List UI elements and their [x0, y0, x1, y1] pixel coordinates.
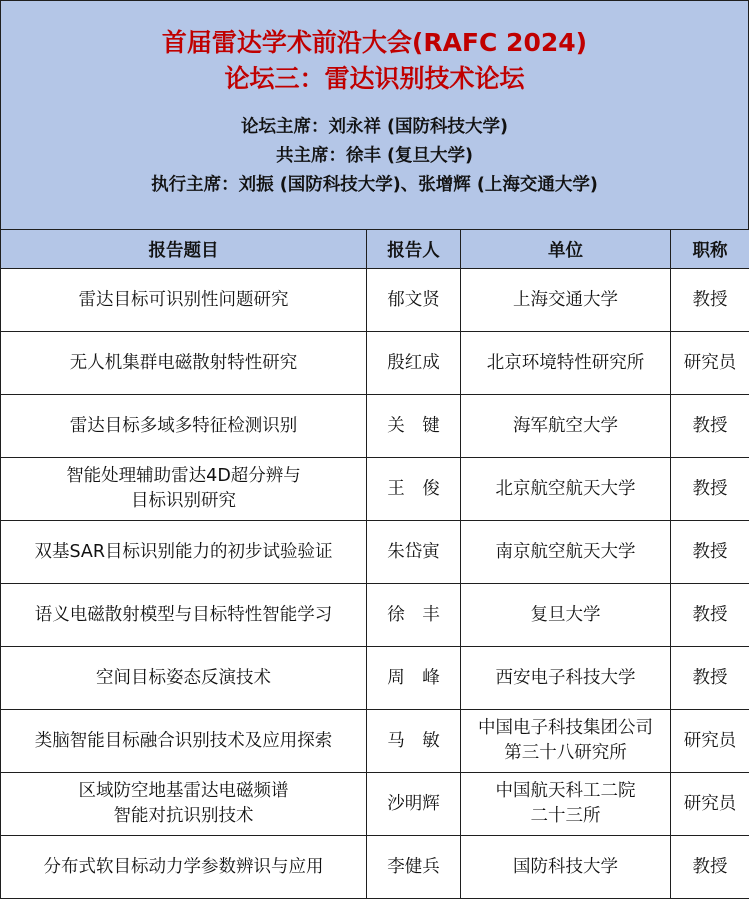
affiliation-cell [461, 836, 671, 899]
chairs-block [1, 113, 748, 200]
affiliation-cell [461, 458, 671, 521]
report-topic-cell [1, 647, 367, 710]
report-topic-cell-line: 无人机集群电磁散射特性研究 [69, 352, 298, 373]
affiliation-cell [461, 773, 671, 836]
report-topic-cell [1, 269, 367, 332]
conference-title: 首届雷达学术前沿大会(RAFC 2024) [161, 28, 588, 57]
affiliation-cell-line: 二十三所 [530, 806, 601, 826]
affiliation-cell [461, 269, 671, 332]
job-title-cell: 研究员 [671, 332, 749, 395]
report-topic-cell-line: 空间目标姿态反演技术 [96, 667, 271, 688]
report-table [0, 229, 749, 899]
affiliation-cell-line: 中国电子科技集团公司 [478, 718, 653, 738]
report-topic-cell [1, 521, 367, 584]
speaker-cell: 郁文贤 [367, 269, 461, 332]
table-row [1, 332, 749, 395]
affiliation-cell-line: 西安电子科技大学 [495, 667, 636, 688]
table-row [1, 647, 749, 710]
speaker-cell: 沙明辉 [367, 773, 461, 836]
job-title-cell: 教授 [671, 584, 749, 647]
column-header-unit: 单位 [461, 230, 671, 269]
table-row [1, 584, 749, 647]
affiliation-cell [461, 710, 671, 773]
report-topic-cell-line: 双基SAR目标识别能力的初步试验验证 [34, 541, 333, 562]
affiliation-cell [461, 647, 671, 710]
forum-header [0, 0, 749, 229]
job-title-cell: 研究员 [671, 710, 749, 773]
report-topic-cell [1, 332, 367, 395]
speaker-cell: 李健兵 [367, 836, 461, 899]
job-title-cell: 教授 [671, 458, 749, 521]
report-topic-cell-line: 语义电磁散射模型与目标特性智能学习 [34, 604, 333, 625]
job-title-cell: 教授 [671, 647, 749, 710]
report-topic-cell [1, 584, 367, 647]
table-row [1, 710, 749, 773]
report-topic-cell [1, 458, 367, 521]
report-topic-cell [1, 773, 367, 836]
affiliation-cell [461, 584, 671, 647]
job-title-cell: 教授 [671, 836, 749, 899]
report-topic-cell-line: 分布式软目标动力学参数辨识与应用 [43, 856, 324, 877]
speaker-cell: 马 敏 [367, 710, 461, 773]
affiliation-cell-line: 北京环境特性研究所 [486, 352, 645, 373]
table-row [1, 773, 749, 836]
executive-chairs: 执行主席：刘振 (国防科技大学)、张增辉 (上海交通大学) [151, 175, 598, 195]
table-row [1, 521, 749, 584]
report-topic-cell-line: 智能对抗识别技术 [113, 806, 254, 826]
affiliation-cell [461, 521, 671, 584]
speaker-cell: 朱岱寅 [367, 521, 461, 584]
affiliation-cell-line: 北京航空航天大学 [495, 478, 636, 499]
column-header-speaker: 报告人 [367, 230, 461, 269]
report-topic-cell [1, 710, 367, 773]
speaker-cell: 关 键 [367, 395, 461, 458]
table-row [1, 836, 749, 899]
table-row [1, 458, 749, 521]
job-title-cell: 教授 [671, 395, 749, 458]
report-topic-cell-line: 类脑智能目标融合识别技术及应用探索 [34, 730, 333, 751]
speaker-cell: 殷红成 [367, 332, 461, 395]
affiliation-cell-line: 国防科技大学 [513, 856, 618, 877]
affiliation-cell-line: 中国航天科工二院 [495, 781, 636, 801]
affiliation-cell-line: 南京航空航天大学 [495, 541, 636, 562]
report-topic-cell [1, 395, 367, 458]
job-title-cell: 研究员 [671, 773, 749, 836]
report-topic-cell [1, 836, 367, 899]
report-topic-cell-line: 区域防空地基雷达电磁频谱 [78, 781, 289, 801]
table-header-row [1, 230, 749, 269]
report-topic-cell-line: 目标识别研究 [131, 491, 236, 511]
column-header-topic: 报告题目 [1, 230, 367, 269]
job-title-cell: 教授 [671, 269, 749, 332]
job-title-cell: 教授 [671, 521, 749, 584]
table-row [1, 269, 749, 332]
affiliation-cell-line: 上海交通大学 [513, 289, 618, 310]
forum-title: 论坛三：雷达识别技术论坛 [224, 64, 525, 93]
table-row [1, 395, 749, 458]
report-topic-cell-line: 雷达目标可识别性问题研究 [78, 289, 289, 310]
affiliation-cell-line: 第三十八研究所 [504, 743, 627, 763]
speaker-cell: 王 俊 [367, 458, 461, 521]
speaker-cell: 徐 丰 [367, 584, 461, 647]
column-header-title: 职称 [671, 230, 749, 269]
co-chair: 共主席：徐丰 (复旦大学) [275, 146, 474, 166]
forum-chair: 论坛主席：刘永祥 (国防科技大学) [240, 117, 509, 137]
report-topic-cell-line: 智能处理辅助雷达4D超分辨与 [66, 466, 301, 486]
table-body [1, 269, 749, 899]
affiliation-cell-line: 海军航空大学 [513, 415, 618, 436]
affiliation-cell [461, 395, 671, 458]
affiliation-cell-line: 复旦大学 [530, 604, 601, 625]
report-topic-cell-line: 雷达目标多域多特征检测识别 [69, 415, 298, 436]
speaker-cell: 周 峰 [367, 647, 461, 710]
affiliation-cell [461, 332, 671, 395]
